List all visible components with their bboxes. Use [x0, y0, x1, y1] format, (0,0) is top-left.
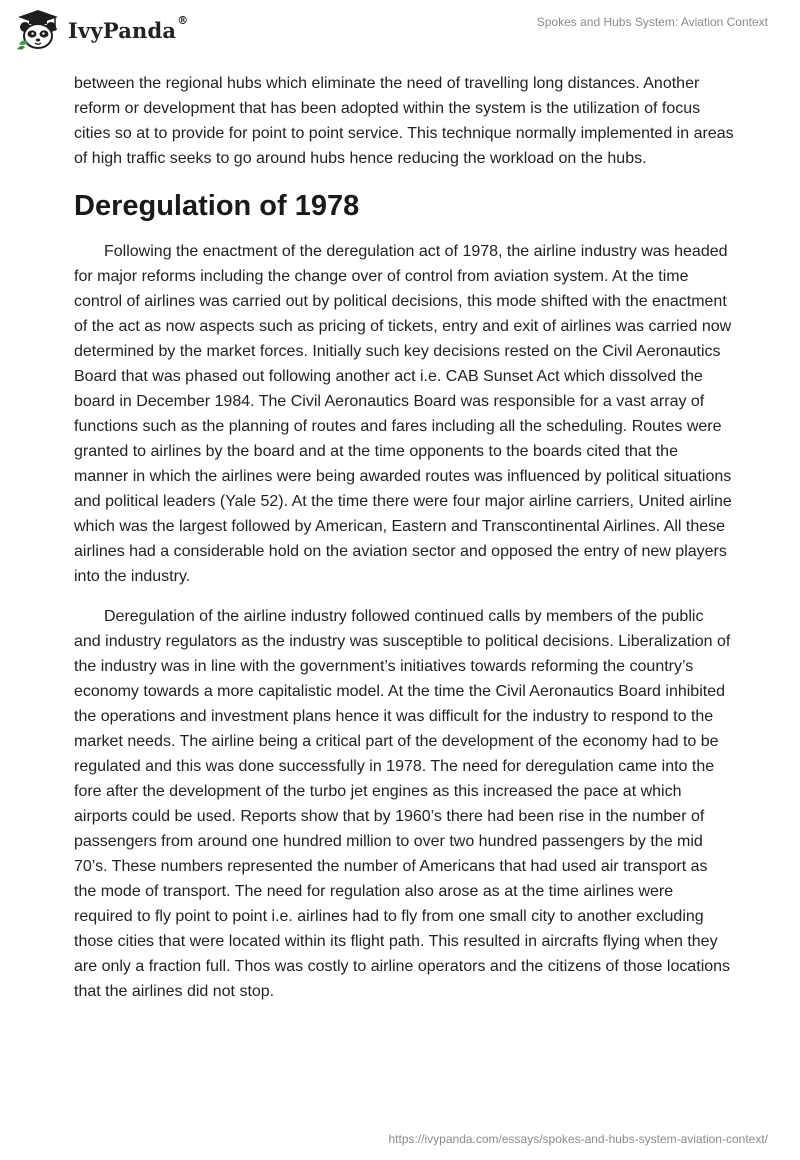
registered-mark: ® [177, 13, 189, 27]
article-body [74, 71, 734, 1004]
page-header [0, 0, 800, 64]
document-title: Spokes and Hubs System: Aviation Context [536, 15, 768, 29]
brand-name [68, 13, 189, 43]
ivypanda-logo[interactable] [14, 8, 188, 52]
panda-graduate-icon [14, 8, 62, 52]
body-paragraph: Following the enactment of the deregulation act of 1978, the airline industry was headed for major reforms including the change over of control from aviation system. At the time control of airlines was carried out by political decisions, this mode shifted with the enactment of the act as now aspects such as pricing of tickets, entry and exit of airlines was carried now determined by the market forces. Initially such key decisions rested on the Civil Aeronautics Board that was phased out following another act i.e. CAB Sunset Act which dissolved the board in December 1984. The Civil Aeronautics Board was responsible for a vast array of functions such as the planning of routes and fares including all the scheduling. Routes were granted to airlines by the board and at the time opponents to the boards cited that the manner in which the airlines were being awarded routes was influenced by political situations and political leaders (Yale 52). At the time there were four major airline carriers, United airline which was the largest followed by American, Eastern and Transcontinental Airlines. All these airlines had a considerable hold on the aviation sector and opposed the entry of new players into the industry. [74, 243, 732, 585]
intro-paragraph: between the regional hubs which eliminate the need of travelling long distances. Another reform or development that has been adopted within the system is the utilization of focus cities so at to provide for point to point service. This technique normally implemented in areas of high traffic seeks to go around hubs hence reducing the workload on the hubs. [74, 75, 734, 167]
brand-text: IvyPanda [68, 17, 177, 43]
source-url[interactable]: https://ivypanda.com/essays/spokes-and-hubs-system-aviation-context/ [388, 1132, 768, 1146]
section-heading: Deregulation of 1978 [74, 190, 360, 222]
body-paragraph: Deregulation of the airline industry followed continued calls by members of the public and industry regulators as the industry was susceptible to political decisions. Liberalization of the industry was in line with the government’s initiatives towards reforming the country’s economy towards a more capitalistic model. At the time the Civil Aeronautics Board inhibited the operations and investment plans hence it was difficult for the industry to respond to the market needs. The airline being a critical part of the development of the economy had to be regulated and this was done successfully in 1978. The need for deregulation came into the fore after the development of the turbo jet engines as this increased the pace at which airports could be used. Reports show that by 1960’s there had been rise in the number of passengers from around one hundred million to over two hundred passengers by the mid 70’s. These numbers represented the number of Americans that had used air transport as the mode of transport. The need for regulation also arose as at the time airlines were required to fly point to point i.e. airlines had to fly from one small city to another excluding those cities that were located within its flight path. This resulted in aircrafts flying when they are only a fraction full. Thos was costly to airline operators and the citizens of those locations that the airlines did not stop. [74, 608, 731, 1000]
